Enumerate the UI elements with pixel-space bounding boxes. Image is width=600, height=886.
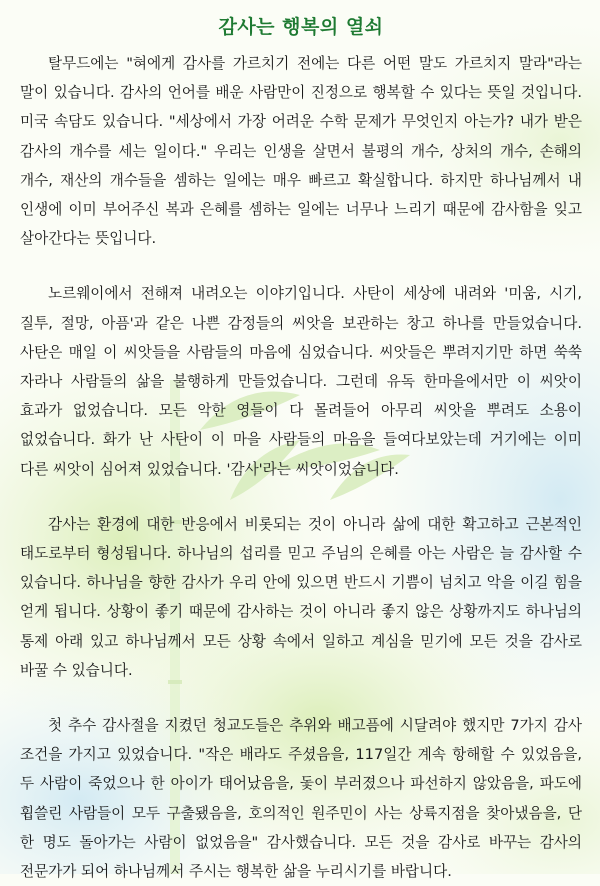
paragraph-4: 첫 추수 감사절을 지켰던 청교도들은 추위와 배고픔에 시달려야 했지만 7가지 감사 조건을 가지고 있었습니다. "작은 배라도 주셨음을, 117일간 계속 항해할 수 있었음을, 두 사람이 죽었으나 한 아이가 태어났음을, 돛이 부러졌으나 파선하지 않았음을, 파도에 휩쓸린 사람들이 모두 구출됐음을, 호의적인 원주민이 사는 상륙지점을 찾아냈음을, 단 한 명도 돌아가는 사람이 없었음을" 감사했습니다. 모든 것을 감사로 바꾸는 감사의 전문가가 되어 하나님께서 주시는 행복한 삶을 누리시기를 바랍니다. <box>20 717 582 881</box>
paragraph-1: 탈무드에는 "혀에게 감사를 가르치기 전에는 다른 어떤 말도 가르치지 말라"라는 말이 있습니다. 감사의 언어를 배운 사람만이 진정으로 행복할 수 있다는 뜻일 것입니다. 미국 속담도 있습니다. "세상에서 가장 어려운 수학 문제가 무엇인지 아는가? 내가 받은 감사의 개수를 세는 일이다." 우리는 인생을 살면서 불평의 개수, 상처의 개수, 손해의 개수, 재산의 개수들을 셈하는 일에는 매우 빠르고 확실합니다. 하지만 하나님께서 내 인생에 이미 부어주신 복과 은혜를 셈하는 일에는 너무나 느리기 때문에 감사함을 잊고 살아간다는 뜻입니다. <box>20 55 582 248</box>
paragraph-3: 감사는 환경에 대한 반응에서 비롯되는 것이 아니라 삶에 대한 확고하고 근본적인 태도로부터 형성됩니다. 하나님의 섭리를 믿고 주님의 은혜를 아는 사람은 늘 감사할 수 있습니다. 하나님을 향한 감사가 우리 안에 있으면 반드시 기쁨이 넘치고 악을 이길 힘을 얻게 됩니다. 상황이 좋기 때문에 감사하는 것이 아니라 좋지 않은 상황까지도 하나님의 통제 아래 있고 하나님께서 모든 상황 속에서 일하고 계심을 믿기에 모든 것을 감사로 바꿀 수 있습니다. <box>20 515 582 679</box>
paragraph-2: 노르웨이에서 전해져 내려오는 이야기입니다. 사탄이 세상에 내려와 '미움, 시기, 질투, 절망, 아픔'과 같은 나쁜 감정들의 씨앗을 보관하는 창고 하나를 만들었습니다. 사탄은 매일 이 씨앗들을 사람들의 마음에 심었습니다. 씨앗들은 뿌려지기만 하면 쑥쑥 자라나 사람들의 삶을 불행하게 만들었습니다. 그런데 유독 한마을에서만 이 씨앗이 효과가 없었습니다. 모든 악한 영들이 다 몰려들어 아무리 씨앗을 뿌려도 소용이 없었습니다. 화가 난 사탄이 이 마을 사람들의 마음을 들여다보았는데 거기에는 이미 다른 씨앗이 심어져 있었습니다. '감사'라는 씨앗이었습니다. <box>20 285 582 478</box>
page-title: 감사는 행복의 열쇠 <box>218 16 384 38</box>
